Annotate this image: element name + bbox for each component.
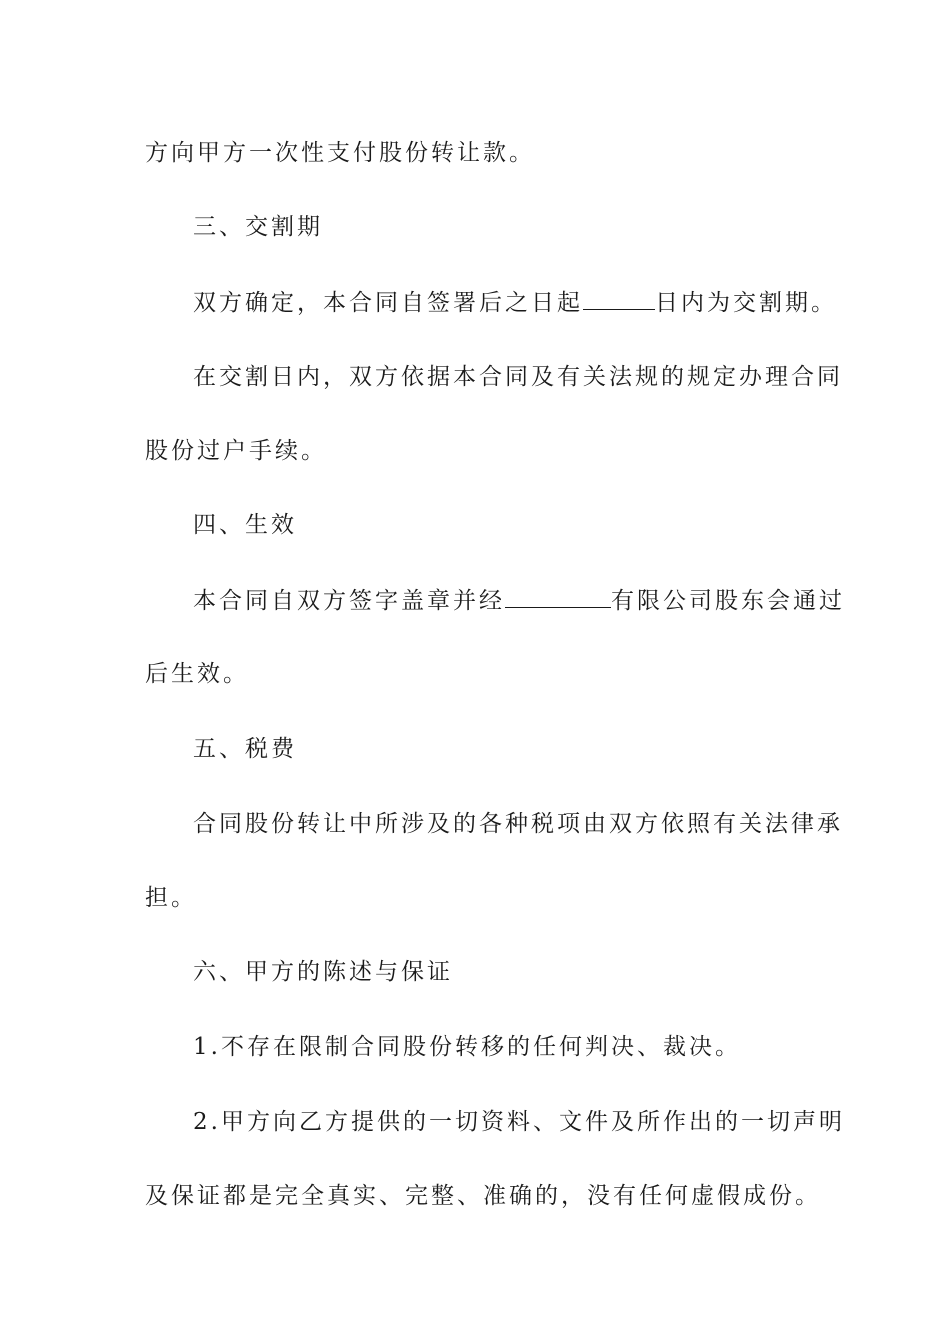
paragraph-line: 在交割日内，双方依据本合同及有关法规的规定办理合同 bbox=[193, 364, 843, 390]
paragraph-line: 及保证都是完全真实、完整、准确的，没有任何虚假成份。 bbox=[145, 1183, 821, 1209]
paragraph-line: 担。 bbox=[145, 885, 197, 911]
list-item: 2.甲方向乙方提供的一切资料、文件及所作出的一切声明 bbox=[193, 1109, 845, 1135]
paragraph-line: 合同股份转让中所涉及的各种税项由双方依照有关法律承 bbox=[193, 811, 843, 837]
paragraph-line: 方向甲方一次性支付股份转让款。 bbox=[145, 140, 535, 166]
paragraph-line: 股份过户手续。 bbox=[145, 438, 327, 464]
section-heading-effect: 四、生效 bbox=[193, 512, 297, 538]
list-item: 1.不存在限制合同股份转移的任何判决、裁决。 bbox=[193, 1034, 741, 1060]
delivery-text-prefix: 双方确定，本合同自签署后之日起 bbox=[193, 290, 583, 316]
company-name-blank bbox=[505, 585, 611, 608]
effect-text-prefix: 本合同自双方签字盖章并经 bbox=[193, 588, 505, 614]
delivery-days-blank bbox=[583, 287, 655, 310]
section-heading-tax: 五、税费 bbox=[193, 736, 297, 762]
section-heading-delivery: 三、交割期 bbox=[193, 214, 323, 240]
paragraph-line bbox=[193, 585, 845, 616]
effect-text-suffix: 有限公司股东会通过 bbox=[611, 588, 845, 614]
delivery-text-suffix: 日内为交割期。 bbox=[655, 290, 837, 316]
paragraph-line: 后生效。 bbox=[145, 661, 249, 687]
paragraph-line bbox=[193, 287, 837, 318]
section-heading-warranty: 六、甲方的陈述与保证 bbox=[193, 959, 453, 985]
